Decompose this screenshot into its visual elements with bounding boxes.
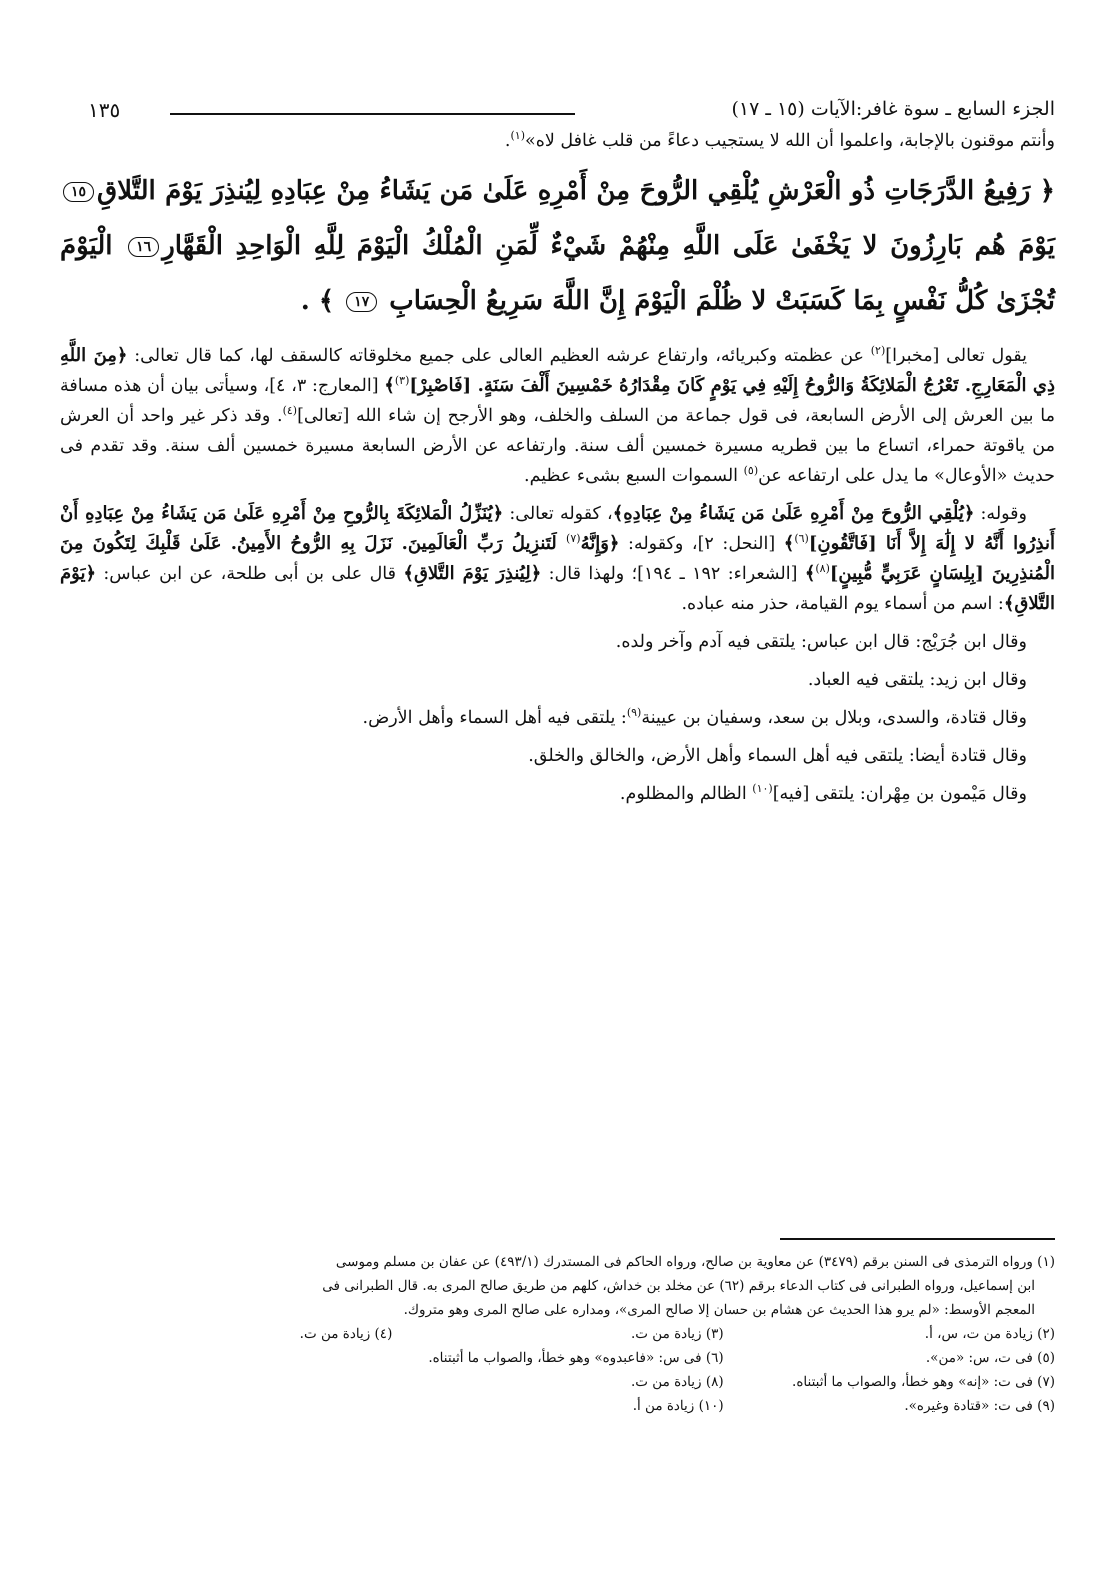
text: السموات السبع بشىء عظيم.: [524, 466, 744, 486]
footnote-1-cont: المعجم الأوسط: «لم يرو هذا الحديث عن هشام بن حسان إلا صالح المرى»، ومداره على صالح المرى وهو متروك.: [403, 1302, 1035, 1318]
text: : اسم من أسماء يوم القيامة، حذر منه عباده.: [681, 594, 1004, 614]
text: [النحل: ٢]، وكقوله:: [619, 534, 784, 554]
intro-text: وأنتم موقنون بالإجابة، واعلموا أن الله لا يستجيب دعاءً من قلب غافل لاه»: [525, 131, 1055, 151]
header-title: الجزء السابع ـ سوة غافر:الآيات (١٥ ـ ١٧): [731, 98, 1055, 120]
footnote-2: (٢) زيادة من ت، س، أ.: [924, 1326, 1055, 1342]
verse-part-17: الْيَوْمَ تُجْزَىٰ كُلُّ نَفْسٍ بِمَا كَسَبَتْ لا ظُلْمَ الْيَوْمَ إِنَّ اللَّهَ سَرِيعُ الْحِسَابِ: [60, 231, 1055, 316]
footnote-ref[interactable]: (١): [510, 129, 525, 143]
footnote-row: [60, 1394, 1055, 1418]
text: عن عظمته وكبريائه، وارتفاع عرشه العظيم العالى على جميع مخلوقاته كالسقف لها، كما قال تعالى:: [127, 346, 871, 366]
intro-line: وأنتم موقنون بالإجابة، واعلموا أن الله لا يستجيب دعاءً من قلب غافل لاه»$^{(١)}$.: [504, 129, 1055, 151]
text: : يلتقى فيه أهل السماء وأهل الأرض.: [362, 708, 627, 728]
quran-quote: ﴿لِيُنذِرَ يَوْمَ التَّلاقِ﴾: [403, 563, 542, 584]
quran-quote: ﴿يُنَزِّلُ الْمَلائِكَةَ بِالرُّوحِ مِنْ أَمْرِهِ عَلَىٰ مَن يَشَاءُ مِنْ عِبَادِهِ أَنْ أَنذِرُوا أَنَّهُ لا إِلَٰهَ إِلاَّ أَنَا [فَاتَّقُونِ]: [60, 503, 1056, 554]
commentary-paragraph-1: [60, 341, 1055, 491]
footnote-7: (٧) فى ت: «إنه» وهو خطأ، والصواب ما أثبتناه.: [792, 1374, 1055, 1390]
text: وقوله:: [974, 504, 1028, 524]
quran-quote-close: ﴾: [804, 563, 816, 584]
footnote-8: (٨) زيادة من ت.: [631, 1374, 724, 1390]
quran-quote: لَتَنزِيلُ رَبِّ الْعَالَمِينَ. نَزَلَ بِهِ الرُّوحُ الأَمِينُ. عَلَىٰ قَلْبِكَ لِتَكُونَ مِنَ الْمُنذِرِينَ [بِلِسَانٍ عَرَبِيٍّ مُّبِينٍ]: [60, 533, 1055, 584]
header-rule: [170, 113, 575, 115]
quran-verse-block: [60, 164, 1055, 329]
text: الظالم والمظلوم.: [619, 784, 753, 804]
quran-quote-close: ﴾: [384, 375, 395, 396]
text: وقال قتادة، والسدى، وبلال بن سعد، وسفيان بن عيينة: [641, 708, 1027, 728]
footnote-ref[interactable]: (١٠): [752, 782, 773, 796]
text: يقول تعالى [مخبرا]: [885, 346, 1027, 366]
footnote-1: (١) ورواه الترمذى فى السنن برقم (٣٤٧٩) عن معاوية بن صالح، ورواه الحاكم فى المستدرك (٤٩٣/١) عن عفان بن مسلم وموسى: [335, 1254, 1055, 1270]
footnote-row: [60, 1322, 1055, 1346]
commentary-paragraph-5: [60, 703, 1055, 733]
text: قال على بن أبى طلحة، عن ابن عباس:: [96, 564, 404, 584]
quran-quote: ﴿مِنَ اللَّهِ ذِي الْمَعَارِجِ. تَعْرُجُ الْمَلائِكَةُ وَالرُّوحُ إِلَيْهِ فِي يَوْمٍ كَانَ مِقْدَارُهُ خَمْسِينَ أَلْفَ سَنَةٍ. [فَاصْبِرْ]: [60, 345, 1056, 396]
commentary-paragraph-6: وقال قتادة أيضا: يلتقى فيه أهل السماء وأهل الأرض، والخالق والخلق.: [528, 746, 1027, 766]
text: [الشعراء: ١٩٢ ـ ١٩٤]؛ ولهذا قال:: [541, 564, 805, 584]
footnote-ref[interactable]: (٩): [626, 706, 642, 720]
running-header: [60, 80, 1055, 124]
quran-quote: ﴿وَإِنَّهُ: [580, 533, 620, 554]
footnote-3: (٣) زيادة من ت.: [631, 1326, 724, 1342]
quran-quote: ﴿يُلْقِي الرُّوحَ مِنْ أَمْرِهِ عَلَىٰ مَن يَشَاءُ مِنْ عِبَادِهِ﴾: [612, 503, 975, 524]
verse-part-15: رَفِيعُ الدَّرَجَاتِ ذُو الْعَرْشِ يُلْقِي الرُّوحَ مِنْ أَمْرِهِ عَلَىٰ مَن يَشَاءُ مِنْ عِبَادِهِ لِيُنذِرَ يَوْمَ التَّلاقِ: [97, 176, 1031, 206]
commentary-paragraph-3: وقال ابن جُرَيْج: قال ابن عباس: يلتقى فيه آدم وآخر ولده.: [615, 632, 1027, 652]
verse-close-bracket: ﴾ .: [300, 286, 335, 316]
footnote-ref[interactable]: (٥): [743, 464, 759, 478]
footnote-4: (٤) زيادة من ت.: [299, 1326, 393, 1342]
footnote-9: (٩) فى ت: «قتادة وغيره».: [904, 1398, 1055, 1414]
footnote-ref[interactable]: (٢): [870, 344, 886, 358]
footnote-row: [60, 1370, 1055, 1394]
quran-quote-close: ﴾: [783, 533, 795, 554]
verse-number-17: ١٧: [346, 292, 377, 312]
text: . وقد ذكر غير واحد أن العرش من ياقوتة حمراء، اتساع ما بين قطريه مسيرة خمسين ألف سنة. وارتفاعه عن الأرض السابعة مسيرة خمسين ألف سنة. وقد تقدم فى حديث «الأوعال» ما يدل على ارتفاعه عن: [60, 406, 1055, 486]
footnote-ref[interactable]: (٣): [394, 374, 410, 388]
footnotes-section: [60, 1250, 1055, 1418]
footnote-1-cont: ابن إسماعيل، ورواه الطبرانى فى كتاب الدعاء برقم (٦٢) عن مخلد بن خداش، كلهم من طريق صالح المرى به. قال الطبرانى فى: [322, 1278, 1035, 1294]
footnote-6: (٦) فى س: «فاعبدوه» وهو خطأ، والصواب ما أثبتناه.: [428, 1350, 724, 1366]
footnote-ref[interactable]: (٦): [794, 532, 809, 546]
text: ، كقوله تعالى:: [503, 504, 613, 524]
footnote-5: (٥) فى ت، س: «من».: [925, 1350, 1055, 1366]
commentary-paragraph-7: [60, 779, 1055, 809]
verse-part-16: يَوْمَ هُم بَارِزُونَ لا يَخْفَىٰ عَلَى اللَّهِ مِنْهُمْ شَيْءٌ لِّمَنِ الْمُلْكُ الْيَوْمَ لِلَّهِ الْوَاحِدِ الْقَهَّارِ: [162, 231, 1055, 261]
footnote-ref[interactable]: (٤): [282, 404, 298, 418]
book-page: [60, 80, 1056, 1414]
footnote-ref[interactable]: (٨): [815, 562, 830, 576]
quran-quote: ﴿يَوْمَ التَّلاقِ﴾: [60, 563, 1055, 614]
page-number: ١٣٥: [88, 98, 121, 122]
text: [المعارج: ٣، ٤]، وسيأتى بيان أن هذه مسافة ما بين العرش إلى الأرض السابعة، فى قول جماعة من السلف والخلف، وهو الأرجح إن شاء الله [تعالى]: [60, 376, 1055, 426]
verse-open-bracket: ﴿: [1039, 176, 1055, 206]
verse-number-16: ١٦: [128, 237, 159, 257]
footnote-10: (١٠) زيادة من أ.: [632, 1398, 724, 1414]
text: وقال مَيْمون بن مِهْران: يلتقى [فيه]: [772, 784, 1027, 804]
footnote-separator: [60, 1238, 1055, 1240]
verse-number-15: ١٥: [63, 182, 94, 202]
commentary-paragraph-4: وقال ابن زيد: يلتقى فيه العباد.: [807, 670, 1027, 690]
footnote-row: [60, 1346, 1055, 1370]
footnote-ref[interactable]: (٧): [566, 532, 581, 546]
commentary-paragraph-2: [60, 499, 1055, 619]
